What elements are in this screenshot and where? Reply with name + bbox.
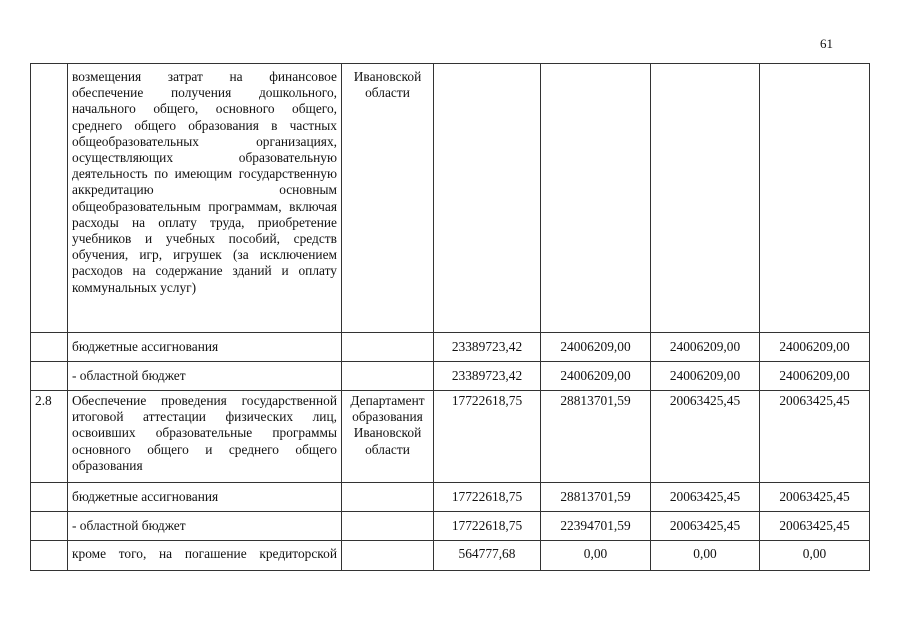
value-year-2 (541, 64, 651, 333)
row-organization (342, 483, 434, 512)
value-year-4: 20063425,45 (760, 512, 870, 541)
table-row (31, 391, 870, 483)
row-number (31, 541, 68, 571)
value-year-2: 28813701,59 (541, 483, 651, 512)
value-year-4: 24006209,00 (760, 362, 870, 391)
row-description: кроме того, на погашение кредиторской (68, 541, 342, 571)
row-number: 2.8 (31, 391, 68, 483)
row-number (31, 483, 68, 512)
value-year-2: 0,00 (541, 541, 651, 571)
table-row (31, 483, 870, 512)
value-year-1: 17722618,75 (434, 391, 541, 483)
value-year-2: 28813701,59 (541, 391, 651, 483)
row-number (31, 512, 68, 541)
value-year-4: 24006209,00 (760, 333, 870, 362)
value-year-1 (434, 64, 541, 333)
row-organization (342, 333, 434, 362)
value-year-2: 24006209,00 (541, 362, 651, 391)
table-row (31, 64, 870, 333)
value-year-3: 20063425,45 (651, 483, 760, 512)
value-year-2: 22394701,59 (541, 512, 651, 541)
value-year-3: 24006209,00 (651, 333, 760, 362)
row-number (31, 362, 68, 391)
row-organization: Департамент образования Ивановской области (342, 391, 434, 483)
value-year-1: 17722618,75 (434, 483, 541, 512)
row-description: Обеспечение проведения государственной итоговой аттестации физических лиц, освоивших образовательные программы основного общего и среднего общего образования (68, 391, 342, 483)
value-year-3: 24006209,00 (651, 362, 760, 391)
value-year-1: 564777,68 (434, 541, 541, 571)
row-description: - областной бюджет (68, 512, 342, 541)
page-number: 61 (820, 36, 833, 51)
table-row (31, 362, 870, 391)
table-row (31, 541, 870, 571)
row-description: бюджетные ассигнования (68, 333, 342, 362)
value-year-1: 23389723,42 (434, 333, 541, 362)
row-description: - областной бюджет (68, 362, 342, 391)
value-year-1: 23389723,42 (434, 362, 541, 391)
budget-table (30, 63, 870, 571)
value-year-4: 20063425,45 (760, 391, 870, 483)
value-year-3: 20063425,45 (651, 512, 760, 541)
row-description: возмещения затрат на финансовое обеспечение получения дошкольного, начального общего, основного общего, среднего общего образования в частных общеобразовательных организациях, осуществляющих образовательную деятельность по имеющим государственную аккредитацию основным общеобразовательным программам, включая расходы на оплату труда, приобретение учебников и учебных пособий, средств обучения, игр, игрушек (за исключением расходов на содержание зданий и оплату коммунальных услуг) (68, 64, 342, 333)
value-year-4 (760, 64, 870, 333)
row-number (31, 64, 68, 333)
value-year-2: 24006209,00 (541, 333, 651, 362)
value-year-3: 0,00 (651, 541, 760, 571)
table-row (31, 512, 870, 541)
row-number (31, 333, 68, 362)
value-year-3 (651, 64, 760, 333)
value-year-1: 17722618,75 (434, 512, 541, 541)
value-year-3: 20063425,45 (651, 391, 760, 483)
row-organization (342, 541, 434, 571)
row-organization (342, 512, 434, 541)
value-year-4: 20063425,45 (760, 483, 870, 512)
table-row (31, 333, 870, 362)
row-organization: Ивановской области (342, 64, 434, 333)
value-year-4: 0,00 (760, 541, 870, 571)
row-description: бюджетные ассигнования (68, 483, 342, 512)
row-organization (342, 362, 434, 391)
